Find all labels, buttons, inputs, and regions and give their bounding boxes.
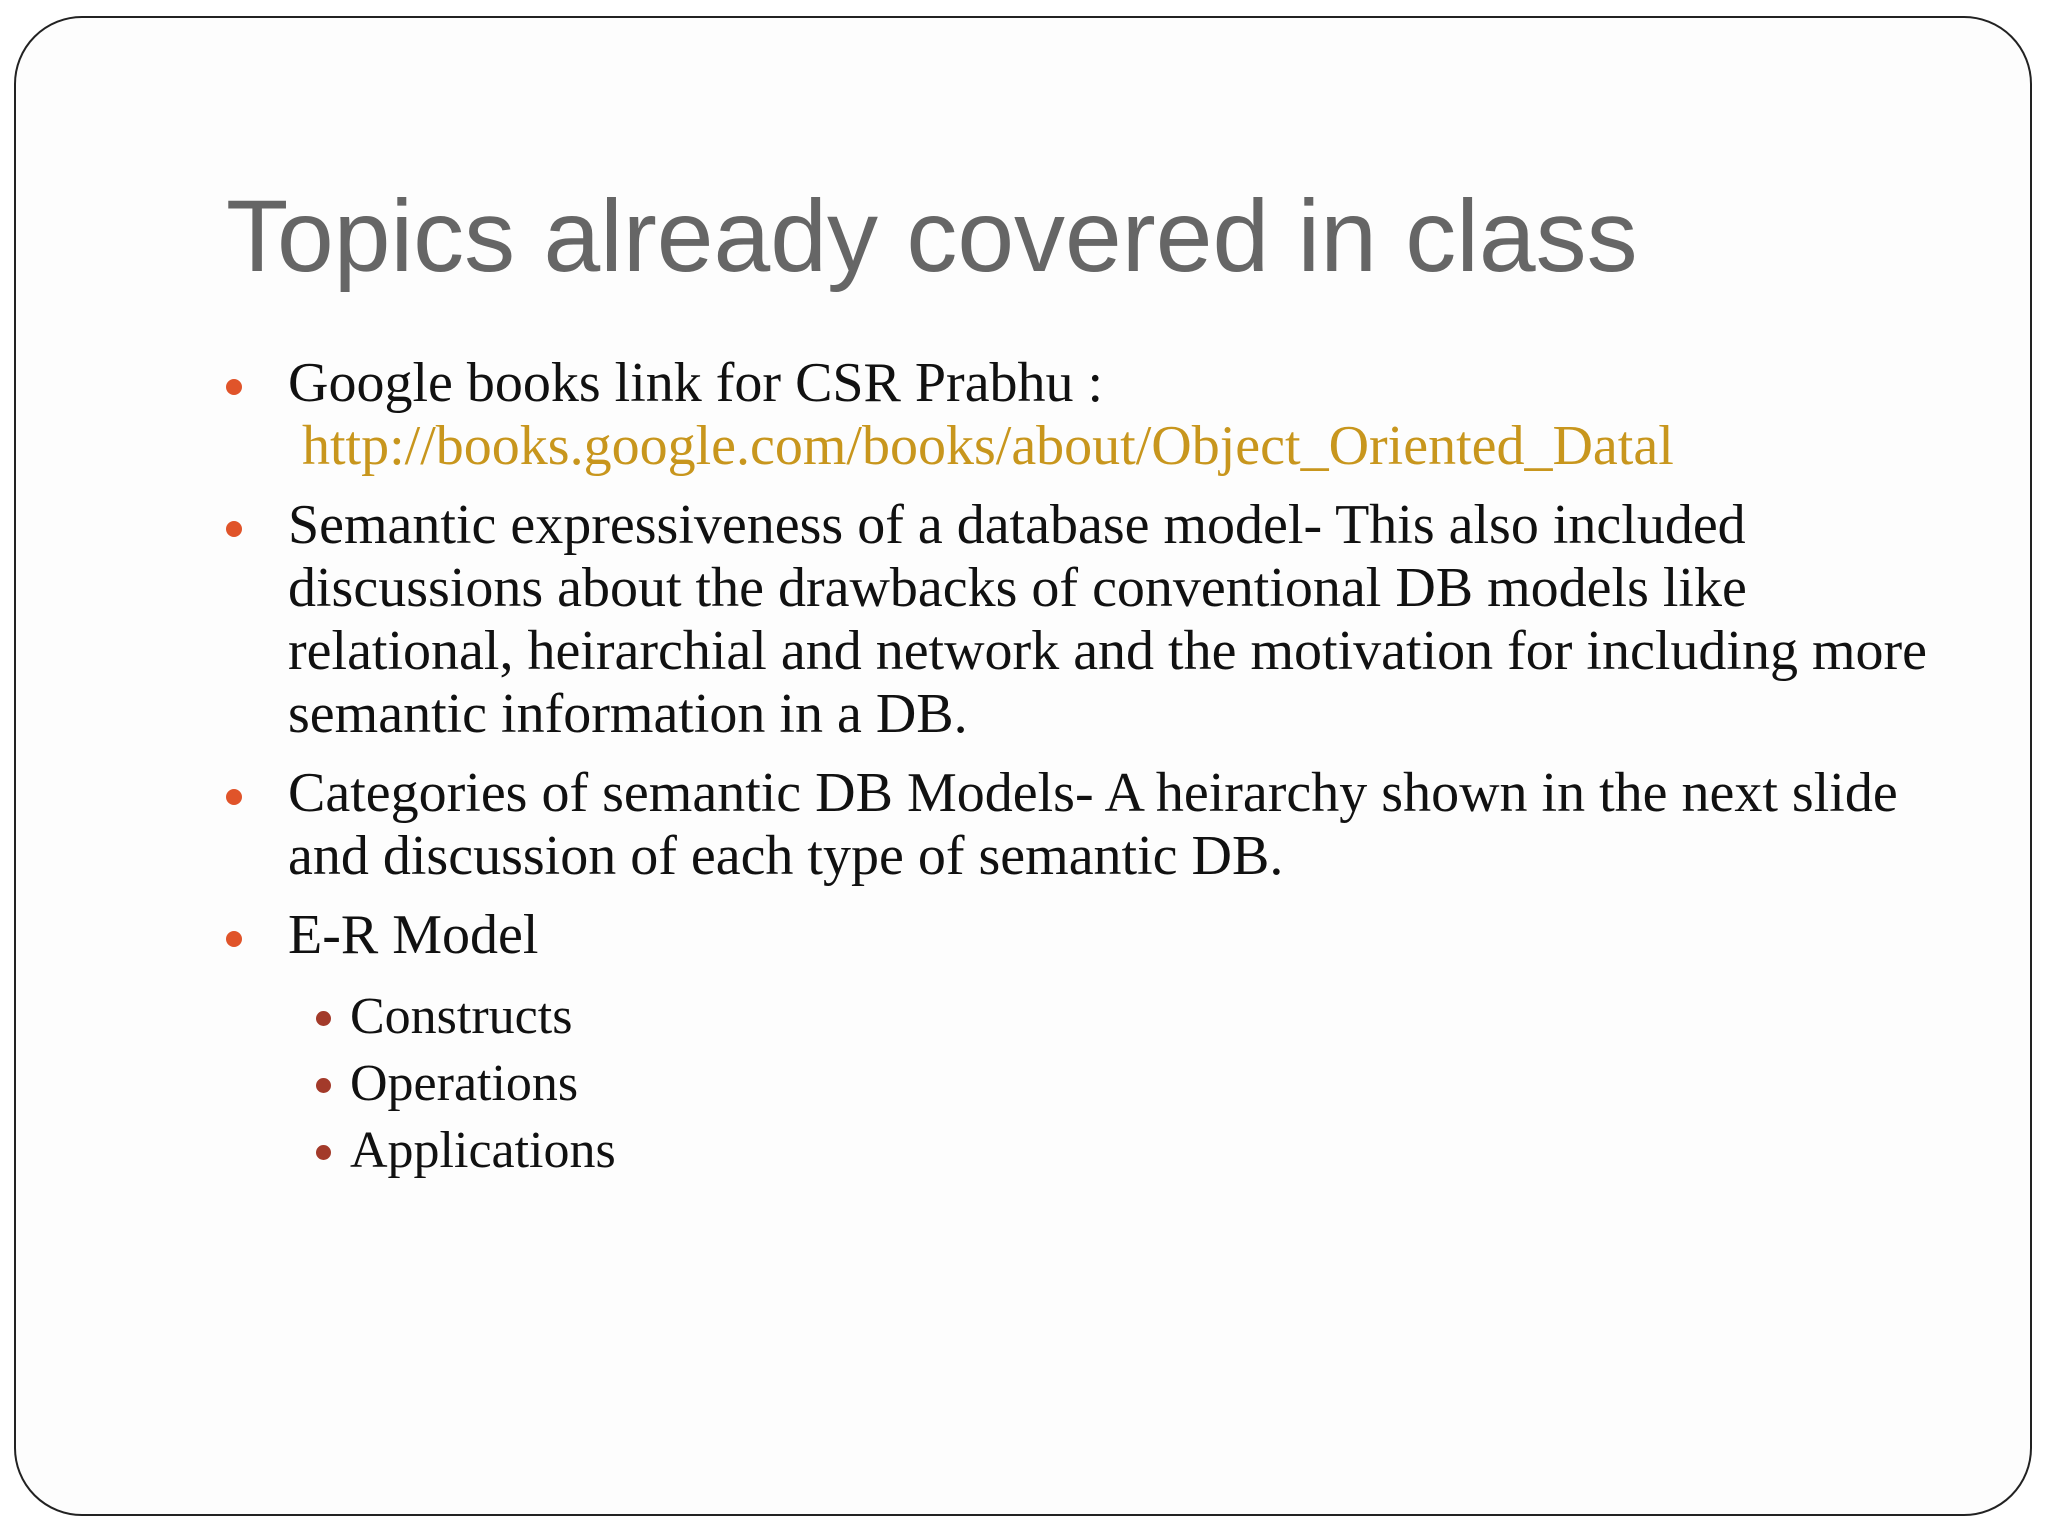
- sub-bullet-dot-icon: [316, 1145, 331, 1160]
- bullet-text: Semantic expressiveness of a database model- This also included discussions about the drawbacks of conventional DB models like relational, heirarchial and network and the motivation for including more semantic information in a DB.: [288, 494, 1928, 745]
- bullet-item-categories: [226, 762, 1946, 888]
- bullet-item-google-books: [226, 352, 1946, 478]
- sub-bullet-dot-icon: [316, 1078, 331, 1093]
- sub-bullet-item: [226, 983, 1946, 1050]
- bullet-text: Google books link for CSR Prabhu :: [288, 352, 1104, 414]
- bullet-item-er-model: [226, 904, 1946, 967]
- sub-bullet-text: Applications: [350, 1122, 616, 1179]
- sub-bullet-dot-icon: [316, 1011, 331, 1026]
- slide-frame: [14, 16, 2032, 1516]
- google-books-link[interactable]: http://books.google.com/books/about/Object_Oriented_Datal: [302, 415, 1674, 477]
- bullet-dot-icon: [226, 789, 242, 805]
- sub-bullet-text: Constructs: [350, 988, 573, 1045]
- sub-bullet-item: [226, 1117, 1946, 1184]
- slide-title: Topics already covered in class: [226, 179, 1638, 293]
- bullet-dot-icon: [226, 379, 242, 395]
- er-model-sub-list: [226, 983, 1946, 1184]
- bullet-text: E-R Model: [288, 904, 539, 966]
- bullet-dot-icon: [226, 931, 242, 947]
- bullet-text: Categories of semantic DB Models- A heirarchy shown in the next slide and discussion of each type of semantic DB.: [288, 762, 1898, 887]
- bullet-list: [226, 352, 1946, 1184]
- sub-bullet-item: [226, 1050, 1946, 1117]
- bullet-item-semantic-expressiveness: [226, 494, 1946, 746]
- bullet-dot-icon: [226, 521, 242, 537]
- sub-bullet-text: Operations: [350, 1055, 579, 1112]
